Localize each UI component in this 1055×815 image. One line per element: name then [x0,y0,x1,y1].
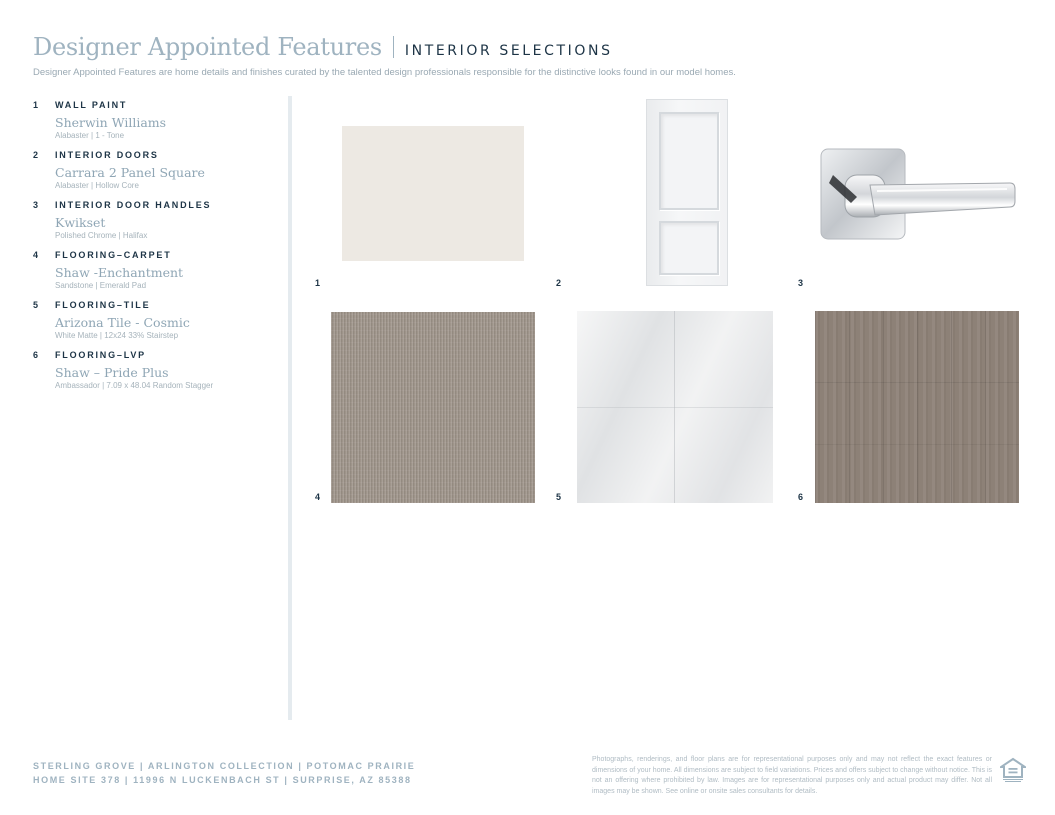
selection-item-door-handles [33,199,283,240]
item-number: 3 [33,200,39,210]
selection-item-carpet [33,249,283,290]
wall-paint-swatch [342,126,524,261]
selection-item-lvp [33,349,283,390]
item-number: 6 [33,350,39,360]
lvp-swatch [815,311,1019,503]
item-number: 2 [33,150,39,160]
item-name: Arizona Tile - Cosmic [55,315,190,330]
item-category: FLOORING–CARPET [55,250,172,260]
title-row [33,33,1023,61]
item-category: INTERIOR DOOR HANDLES [55,200,212,210]
item-category: WALL PAINT [55,100,128,110]
item-category: FLOORING–LVP [55,350,146,360]
title-divider [393,36,394,58]
item-name: Shaw -Enchantment [55,265,184,280]
swatch-label-1: 1 [315,278,321,288]
selection-item-wall-paint [33,99,283,140]
door-lower-panel [659,221,719,275]
selection-item-tile [33,299,283,340]
item-detail: Alabaster | 1 - Tone [55,131,125,140]
door-upper-panel [659,112,719,210]
page-tagline: Designer Appointed Features are home details and finishes curated by the talented design professionals responsible for the distinctive looks found in our model homes. [33,67,736,78]
item-number: 1 [33,100,39,110]
swatch-label-5: 5 [556,492,562,502]
selection-list [33,99,283,399]
page-header [33,33,1023,78]
carpet-swatch [331,312,535,503]
item-name: Carrara 2 Panel Square [55,165,205,180]
item-detail: Ambassador | 7.09 x 48.04 Random Stagger [55,381,214,390]
swatch-label-3: 3 [798,278,804,288]
selection-item-interior-doors [33,149,283,190]
item-category: FLOORING–TILE [55,300,151,310]
swatch-label-4: 4 [315,492,321,502]
item-name: Sherwin Williams [55,115,167,130]
community-info [33,759,415,787]
item-name: Kwikset [55,215,106,230]
handle-lever [870,183,1015,215]
disclaimer-text: Photographs, renderings, and floor plans are for representational purposes only and may not reflect the exact features or dimensions of your home. All dimensions are subject to field variations. Prices and offers subject to change without notice. This is not an offering where prohibited by law. Images are for representational purposes only and actual product may differ. Not all images may be shown. See online or onsite sales consultants for details. [592,756,992,795]
tile-swatch [577,311,773,503]
equal-housing-icon [1000,757,1026,783]
item-detail: Alabaster | Hollow Core [55,181,139,190]
community-line: STERLING GROVE | ARLINGTON COLLECTION | POTOMAC PRAIRIE [33,761,416,771]
item-detail: Polished Chrome | Halifax [55,231,148,240]
item-number: 5 [33,300,39,310]
page-title: Designer Appointed Features [33,33,382,61]
swatch-label-6: 6 [798,492,804,502]
item-detail: Sandstone | Emerald Pad [55,281,147,290]
interior-door-image [646,99,728,286]
page-subtitle: INTERIOR SELECTIONS [404,43,613,59]
item-detail: White Matte | 12x24 33% Stairstep [55,331,179,340]
door-handle-image [815,145,1020,245]
address-line: HOME SITE 378 | 11996 N LUCKENBACH ST | SURPRISE, AZ 85388 [33,775,412,785]
column-divider [288,96,292,720]
item-category: INTERIOR DOORS [55,150,159,160]
item-number: 4 [33,250,39,260]
item-name: Shaw – Pride Plus [55,365,169,380]
swatch-label-2: 2 [556,278,562,288]
